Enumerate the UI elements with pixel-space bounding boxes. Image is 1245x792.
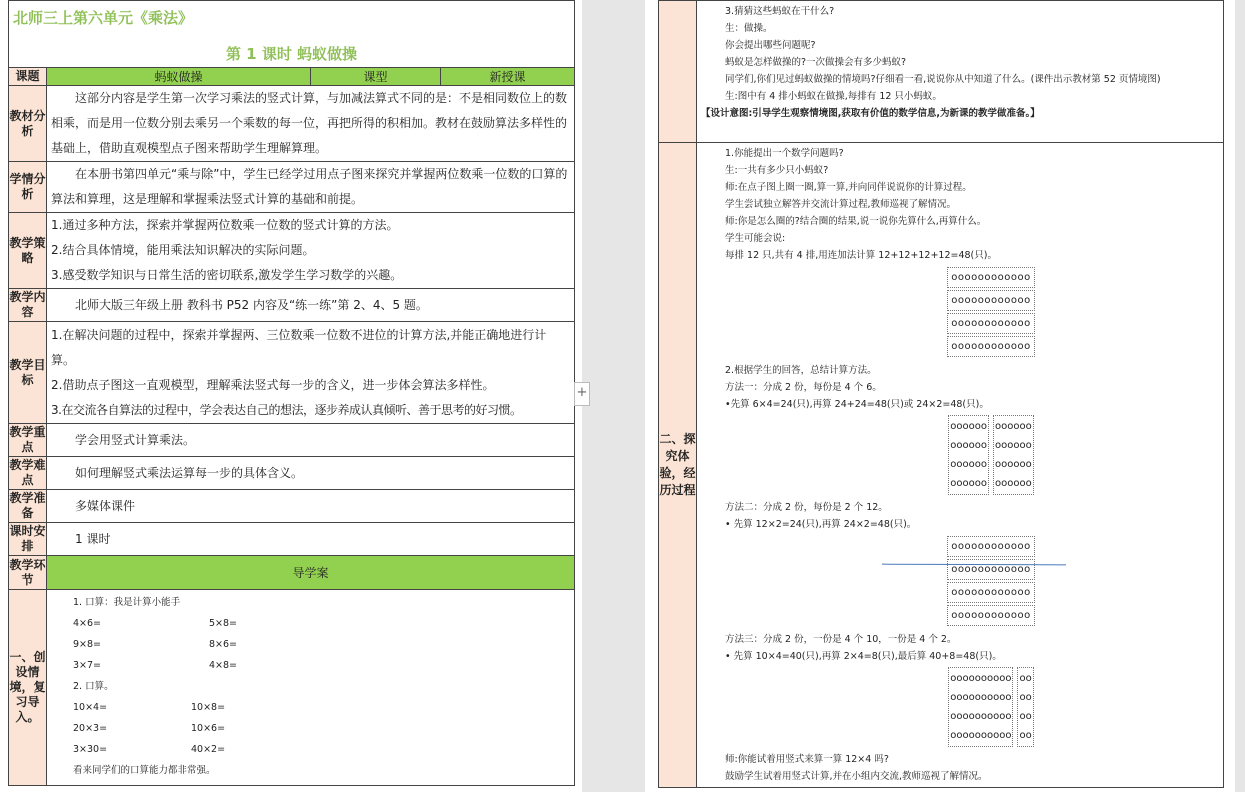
dot-row: oooooo	[995, 478, 1032, 489]
lesson-subtitle: 第 1 课时 蚂蚁做操	[225, 45, 358, 63]
row-label-content: 教学内容	[9, 289, 47, 322]
mental-math-title: 1. 口算：我是计算小能手	[73, 597, 181, 608]
row-label-analysis: 教材分析	[9, 86, 47, 162]
dot-row: oooooooooooo	[947, 290, 1034, 311]
text-line: •先算 6×4=24(只),再算 24+24=48(只)或 24×2=48(只)。	[725, 399, 989, 410]
dot-row: oooooooooooo	[947, 605, 1034, 626]
dot-diagram-4	[765, 667, 1217, 747]
strategy-line: 1.通过多种方法，探索并掌握两位数乘一位数的竖式计算的方法。	[51, 218, 399, 232]
closing-remark: 看来同学们的口算能力都非常强。	[73, 765, 216, 776]
mental-math-title-2: 2. 口算。	[73, 681, 114, 692]
row-label-strategy: 教学策略	[9, 213, 47, 289]
dot-row: oooooooooooo	[947, 536, 1034, 557]
text-line: 同学们,你们见过蚂蚁做操的情境吗?仔细看一看,说说你从中知道了什么。(课件出示教材第 52 页情境图)	[725, 74, 1161, 85]
text-line: 生：做操。	[725, 23, 773, 34]
text-line: 蚂蚁是怎样做操的?一次做操会有多少蚂蚁?	[725, 57, 907, 68]
question-row: 9×8= 8×6=	[73, 639, 238, 650]
dot-row: oooooo	[950, 459, 987, 470]
header-type-value: 新授课	[441, 68, 575, 86]
row-label-student: 学情分析	[9, 162, 47, 213]
text-line: 3.猜猜这些蚂蚁在干什么?	[725, 6, 835, 17]
row-text-schedule: 1 课时	[47, 523, 575, 556]
text-line: 生:一共有多少只小蚂蚁?	[725, 165, 829, 176]
goal-line: 2.借助点子图这一直观模型，理解乘法竖式每一步的含义，进一步体会算法多样性。	[51, 377, 495, 392]
dot-row: oo	[1019, 673, 1032, 684]
text-line: • 先算 10×4=40(只),再算 2×4=8(只),最后算 40+8=48(只)。	[725, 651, 1002, 662]
row-text-key: 学会用竖式计算乘法。	[47, 424, 575, 457]
dot-row: oooooooooooo	[947, 336, 1034, 357]
process-table	[658, 0, 1224, 788]
dot-diagram-1	[765, 266, 1217, 358]
row-text-analysis: 这部分内容是学生第一次学习乘法的竖式计算，与加减法算式不同的是：不是相同数位上的数相乘，而是用一位数分别去乘另一个乘数的每一位，再把所得的积相加。教材在鼓励算法多样性的基础上，借助直观模型点子图来帮助学生理解算理。	[47, 86, 575, 162]
text-line: 1.你能提出一个数学问题吗?	[725, 148, 844, 159]
goal-line: 1.在解决问题的过程中，探索并掌握两、三位数乘一位数不进位的计算方法,并能正确地进行计算。	[51, 327, 547, 367]
dot-row: oooooo	[995, 421, 1032, 432]
section2-content	[697, 143, 1224, 788]
lesson-plan-table	[8, 0, 575, 786]
dot-row: oooooooooooo	[947, 582, 1034, 603]
dot-row: oooooooooo	[950, 692, 1012, 703]
document-title: 北师三上第六单元《乘法》	[13, 9, 194, 27]
dot-row: oooooooooooo	[947, 267, 1034, 288]
goal-line: 3.在交流各自算法的过程中，学会表达自己的想法，逐步养成认真倾听、善于思考的好习惯。	[51, 402, 522, 417]
dot-diagram-2	[765, 415, 1217, 495]
section2-label: 二、探究体验，经历过程	[659, 143, 697, 788]
text-line: 方法二：分成 2 份，每份是 2 个 12。	[725, 502, 888, 513]
dot-row: oooooo	[995, 440, 1032, 451]
text-line: 你会提出哪些问题呢?	[725, 40, 816, 51]
dot-row: oooooooooooo	[947, 559, 1034, 580]
add-column-button[interactable]: +	[574, 382, 590, 406]
right-page	[645, 0, 1235, 792]
header-label-type: 课型	[311, 68, 441, 86]
question-row: 10×4= 10×8=	[73, 702, 226, 713]
dot-row: oooooooooooo	[947, 313, 1034, 334]
row-text-prep: 多媒体课件	[47, 490, 575, 523]
dot-row: oooooo	[950, 478, 987, 489]
top-content	[697, 1, 1224, 143]
row-text-student: 在本册书第四单元“乘与除”中，学生已经学过用点子图来探究并掌握两位数乘一位数的口算的算法和算理，这是理解和掌握乘法竖式计算的基础和前提。	[47, 162, 575, 213]
row-text-strategy	[47, 213, 575, 289]
dot-row: oooooooooo	[950, 673, 1012, 684]
dot-row: oooooo	[950, 440, 987, 451]
text-line: • 先算 12×2=24(只),再算 24×2=48(只)。	[725, 519, 917, 530]
dot-row: oooooo	[950, 421, 987, 432]
section1-label: 一、创设情境，复习导入。	[9, 590, 47, 786]
row-label-prep: 教学准备	[9, 490, 47, 523]
text-line: 方法三：分成 2 份，一份是 4 个 10，一份是 4 个 2。	[725, 634, 957, 645]
text-line: 师:你能试着用竖式来算一算 12×4 吗?	[725, 754, 889, 765]
header-topic-value: 蚂蚁做操	[47, 68, 311, 86]
design-intent: 【设计意图:引导学生观察情境图,获取有价值的数学信息,为新课的教学做准备。】	[701, 108, 1040, 119]
text-line: 生:图中有 4 排小蚂蚁在做操,每排有 12 只小蚂蚁。	[725, 91, 942, 102]
left-page	[0, 0, 582, 792]
question-row: 20×3= 10×6=	[73, 723, 226, 734]
row-label-key: 教学重点	[9, 424, 47, 457]
dot-row: oooooooooo	[950, 711, 1012, 722]
dot-row: oo	[1019, 730, 1032, 741]
row-label-goals: 教学目标	[9, 322, 47, 424]
text-line: 师:在点子图上圈一圈,算一算,并向同伴说说你的计算过程。	[725, 182, 972, 193]
text-line: 学生尝试独立解答并交流计算过程,教师巡视了解情况。	[725, 199, 957, 210]
text-line: 每排 12 只,共有 4 排,用连加法计算 12+12+12+12=48(只)。	[725, 250, 997, 261]
text-line: 方法一：分成 2 份，每份是 4 个 6。	[725, 382, 882, 393]
title-cell	[9, 1, 575, 68]
strategy-line: 3.感受数学知识与日常生活的密切联系,激发学生学习数学的兴趣。	[51, 268, 403, 282]
row-text-goals	[47, 322, 575, 424]
text-line: 学生可能会说:	[725, 233, 786, 244]
text-line: 师:你是怎么圈的?结合圈的结果,说一说你先算什么,再算什么。	[725, 216, 987, 227]
page-gap	[582, 0, 645, 792]
section1-content	[47, 590, 575, 786]
dot-diagram-3	[765, 535, 1217, 627]
header-label-topic: 课题	[9, 68, 47, 86]
dot-row: oooooo	[995, 459, 1032, 470]
strategy-line: 2.结合具体情境，能用乘法知识解决的实际问题。	[51, 243, 315, 257]
row-label-difficulty: 教学难点	[9, 457, 47, 490]
guide-header: 导学案	[47, 556, 575, 590]
text-line: 2.根据学生的回答，总结计算方法。	[725, 365, 877, 376]
row-label-schedule: 课时安排	[9, 523, 47, 556]
question-row: 4×6= 5×8=	[73, 618, 238, 629]
question-row: 3×30= 40×2=	[73, 744, 226, 755]
row-text-difficulty: 如何理解竖式乘法运算每一步的具体含义。	[47, 457, 575, 490]
text-line: 鼓励学生试着用竖式计算,并在小组内交流,教师巡视了解情况。	[725, 771, 988, 782]
top-left-cell	[659, 1, 697, 143]
row-text-content: 北师大版三年级上册 教科书 P52 内容及“练一练”第 2、4、5 题。	[47, 289, 575, 322]
question-row: 3×7= 4×8=	[73, 660, 238, 671]
row-label-stage: 教学环节	[9, 556, 47, 590]
dot-row: oooooooooo	[950, 730, 1012, 741]
dot-row: oo	[1019, 692, 1032, 703]
dot-row: oo	[1019, 711, 1032, 722]
